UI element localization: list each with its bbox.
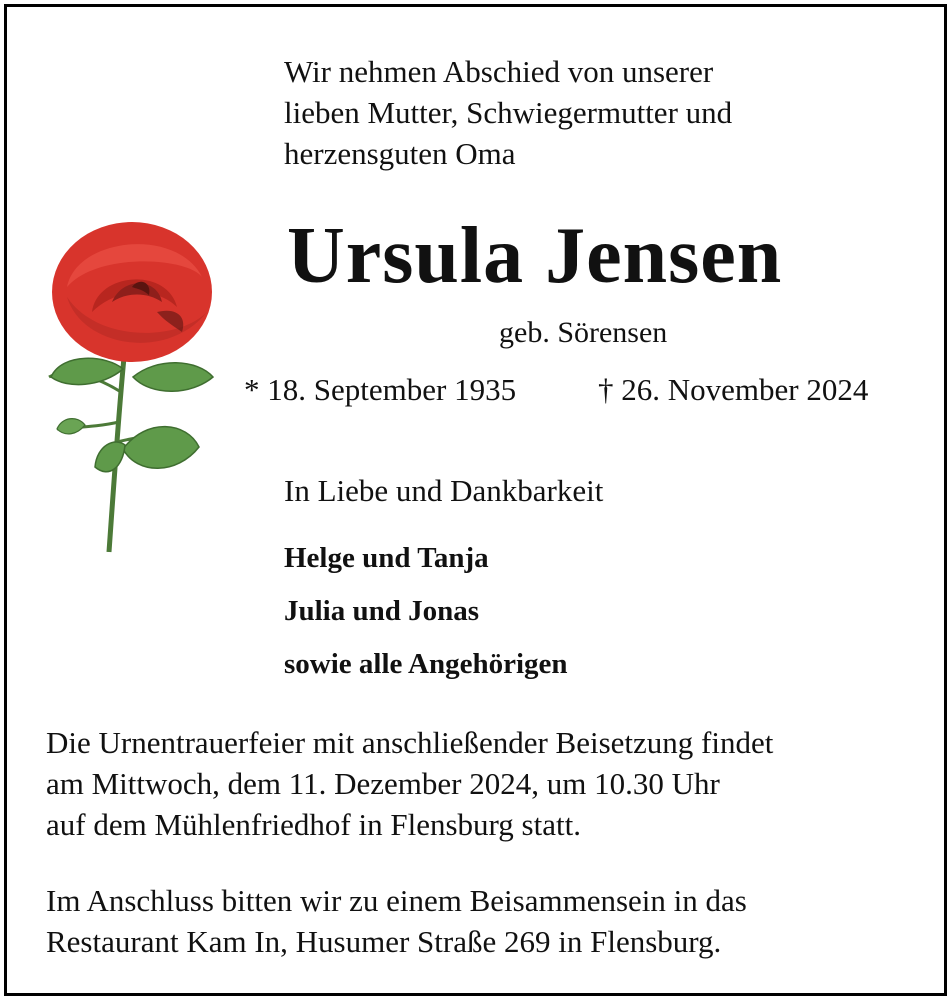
intro-line: herzensguten Oma (284, 136, 516, 171)
intro-line: lieben Mutter, Schwiegermutter und (284, 95, 733, 130)
closing-phrase: In Liebe und Dankbarkeit (284, 473, 604, 508)
mourner-entry: Helge und Tanja (284, 542, 489, 574)
death-date: † 26. November 2024 (598, 372, 869, 407)
intro-line: Wir nehmen Abschied von unserer (284, 54, 714, 89)
mourner-entry: Julia und Jonas (284, 595, 480, 627)
mourner-entry: sowie alle Angehörigen (284, 648, 568, 680)
gathering-line: Im Anschluss bitten wir zu einem Beisammensein in das (46, 883, 747, 918)
mourners-list (284, 532, 568, 691)
maiden-name: geb. Sörensen (499, 316, 668, 349)
birth-date: * 18. September 1935 (244, 372, 517, 407)
ceremony-line: Die Urnentrauerfeier mit anschließender Beisetzung findet (46, 725, 774, 760)
obituary-notice (4, 4, 947, 996)
gathering-line: Restaurant Kam In, Husumer Straße 269 in Flensburg. (46, 924, 722, 959)
gathering-info (46, 880, 747, 962)
ceremony-info (46, 722, 773, 845)
ceremony-line: am Mittwoch, dem 11. Dezember 2024, um 10.30 Uhr (46, 766, 720, 801)
deceased-name: Ursula Jensen (287, 212, 783, 300)
ceremony-line: auf dem Mühlenfriedhof in Flensburg statt. (46, 807, 581, 842)
intro-text (284, 51, 732, 174)
red-rose-icon (37, 217, 227, 562)
